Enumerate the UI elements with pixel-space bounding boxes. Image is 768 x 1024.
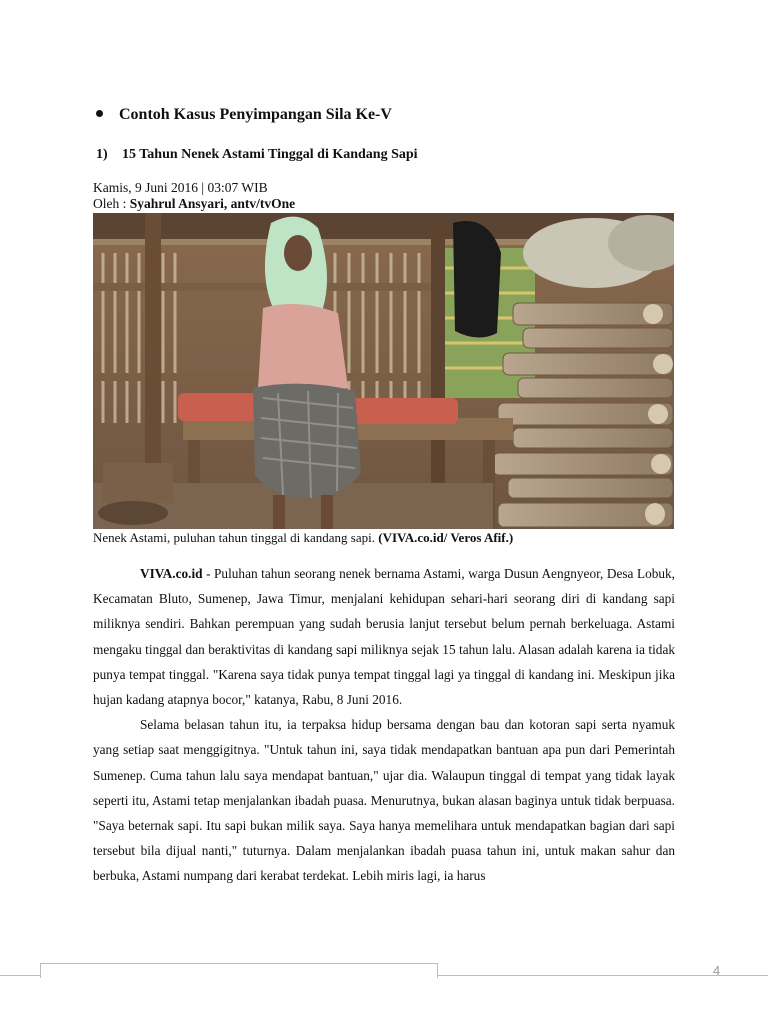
photo-caption <box>93 530 513 546</box>
caption-credit: (VIVA.co.id/ Veros Afif.) <box>378 530 514 545</box>
caption-text: Nenek Astami, puluhan tahun tinggal di kandang sapi. <box>93 530 375 545</box>
paragraph: Selama belasan tahun itu, ia terpaksa hidup bersama dengan bau dan kotoran sapi serta nyamuk yang setiap saat menggigitnya. "Untuk tahun ini, saya tidak mendapatkan bantuan apa pun dari Pemerintah Sumenep. Cuma tahun lalu saya mendapat bantuan," ujar dia. Walaupun tinggal di tempat yang tidak layak seperti itu, Astami tetap menjalankan ibadah puasa. Menurutnya, bukan alasan baginya untuk tidak berpuasa. "Saya beternak sapi. Itu sapi bukan milik saya. Saya hanya memelihara untuk mendapatkan bagian dari sapi tersebut bila dijual nanti," tuturnya. Dalam menjalankan ibadah puasa tahun ini, untuk makan sahur dan berbuka, Astami numpang dari kerabat terdekat. Lebih miris lagi, ia harus <box>93 717 675 884</box>
section-heading <box>96 106 392 124</box>
item-title: 15 Tahun Nenek Astami Tinggal di Kandang Sapi <box>122 147 418 162</box>
item-heading <box>96 147 418 163</box>
paragraph-lead: VIVA.co.id <box>140 566 203 581</box>
section-heading-text: Contoh Kasus Penyimpangan Sila Ke-V <box>119 106 392 123</box>
bullet-icon <box>96 110 103 117</box>
byline-author: Syahrul Ansyari, antv/tvOne <box>129 196 296 211</box>
paragraph-text: - Puluhan tahun seorang nenek bernama Astami, warga Dusun Aengnyeor, Desa Lobuk, Kecamatan Bluto, Sumenep, Jawa Timur, menjalani kehidupan sehari-hari seorang diri di kandang sapi miliknya sendiri. Bahkan perempuan yang sudah berusia lanjut tersebut belum pernah berkeluaga. Astami mengaku tinggal dan beraktivitas di kandang sapi miliknya sejak 15 tahun lalu. Alasan adalah karena ia tidak punya tempat tinggal. "Karena saya tidak punya tempat tinggal lagi ya tinggal di kandang ini. Meskipun jika hujan kadang atapnya bocor," katanya, Rabu, 8 Juni 2016. <box>93 566 675 708</box>
byline-prefix: Oleh : <box>93 196 127 211</box>
dateline: Kamis, 9 Juni 2016 | 03:07 WIB <box>93 180 268 195</box>
article-body <box>93 561 675 889</box>
footer-tab <box>40 963 438 978</box>
paragraph <box>93 561 675 712</box>
article-photo <box>93 213 674 529</box>
page-number: 4 <box>713 963 721 978</box>
byline <box>93 196 295 212</box>
article-meta <box>93 180 295 212</box>
item-number: 1) <box>96 147 108 162</box>
